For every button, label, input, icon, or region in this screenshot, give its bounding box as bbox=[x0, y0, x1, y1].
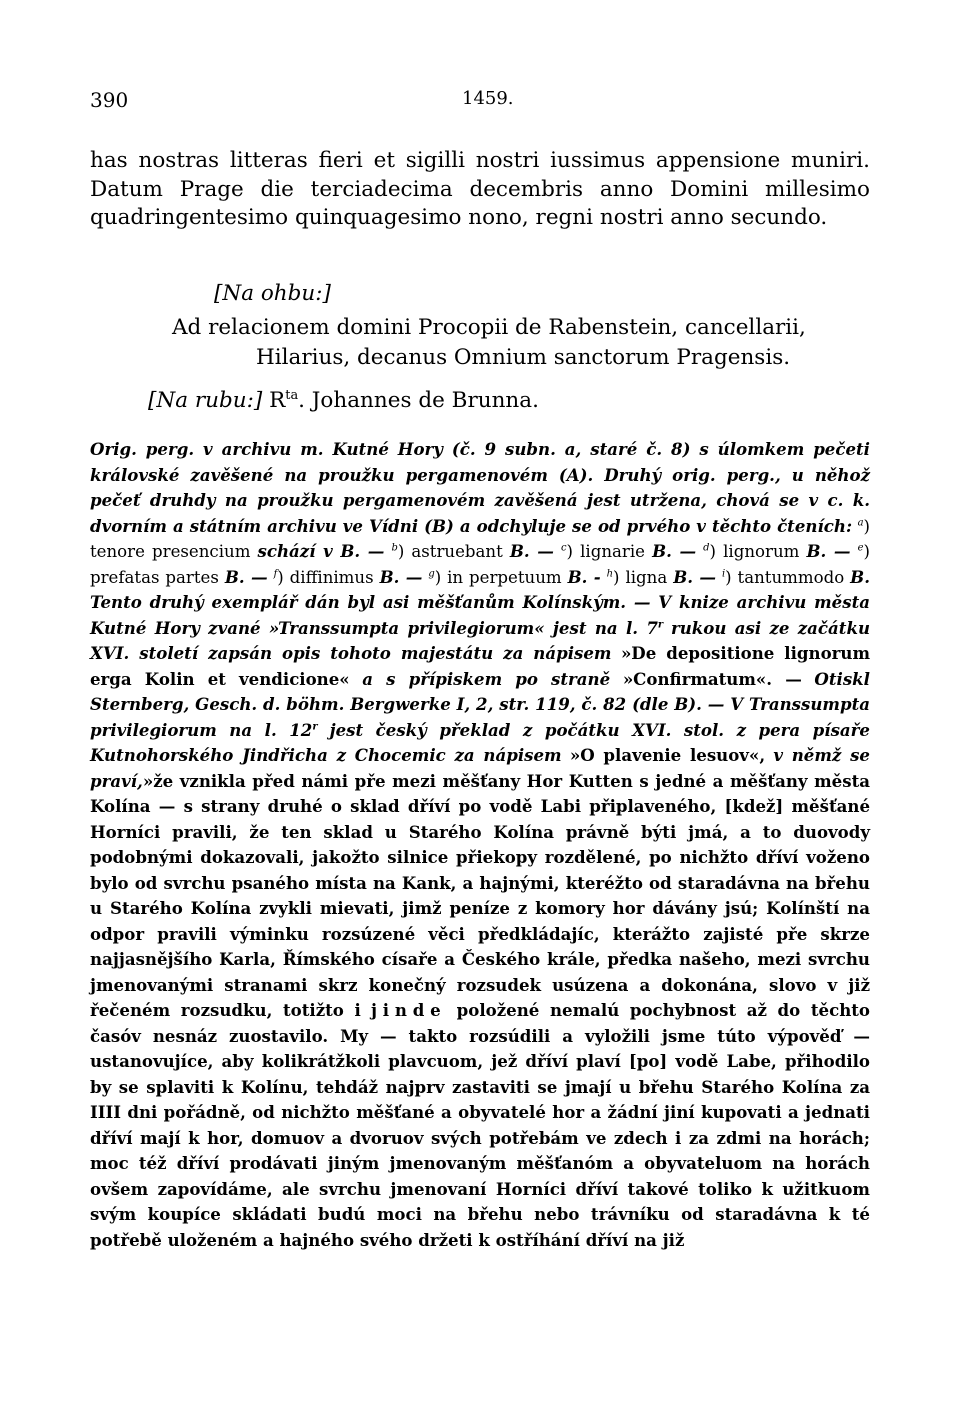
edition-reference: Otiskl Sternberg, Gesch. d. böhm. Bergwerke I, 2, str. 119, č. 82 (dle B). — V Transsumpta privilegiorum na l. 12 bbox=[90, 668, 870, 740]
variant-f-text: ) diffinimus bbox=[277, 567, 374, 587]
editorial-notes bbox=[90, 437, 870, 1253]
variant-e-mark: e bbox=[857, 542, 864, 554]
page-number: 390 bbox=[90, 88, 129, 112]
fold-note: [Na ohbu:] bbox=[214, 281, 331, 306]
variant-i-mark: i bbox=[721, 567, 726, 579]
variant-h-text: ) ligna bbox=[613, 567, 668, 587]
variant-a-mark: a bbox=[857, 516, 864, 528]
margin-note: a s přípiskem po straně bbox=[362, 668, 611, 689]
copy-note: rukou asi ze začátku XVI. století zapsán opis tohoto majestátu za nápisem bbox=[90, 617, 871, 663]
variant-c-mark: c bbox=[560, 542, 567, 554]
variant-f-note: B. — bbox=[379, 566, 423, 587]
czech-heading: »O plavenie lesuov«, bbox=[569, 745, 766, 765]
verso-note: [Na rubu:] bbox=[148, 388, 263, 413]
variant-e-text: ) prefatas partes bbox=[90, 542, 870, 587]
registration-mark: R bbox=[269, 388, 286, 413]
variant-h-note: B. — bbox=[673, 566, 717, 587]
variant-i-text: ) tantummodo bbox=[725, 567, 845, 587]
running-head bbox=[90, 88, 870, 114]
variant-c-text: ) lignarie bbox=[566, 542, 645, 561]
variant-a-note: schází v B. — bbox=[257, 541, 385, 561]
quote-intro: v němž se praví, bbox=[90, 745, 870, 791]
variant-e-note: B. — bbox=[224, 566, 268, 587]
variant-d-note: B. — bbox=[806, 541, 851, 561]
registration-sup: ta bbox=[285, 387, 299, 403]
variant-c-note: B. — bbox=[652, 541, 697, 561]
czech-translation: »že vznikla před námi pře mezi měšťany Hor Kutten s jedné a měšťany města Kolína — s strany druhé o sklad dříví po vodě Labi připlaveného, [kdež] měšťané Horníci pravili, že ten sklad u Starého Kolína právně býti jmá, a to duovody podobnými dokazovali, jakožto silnice přiekopy rozdělené, po nichžto dříví voženo bylo od svrchu psaného místa na Kank, a hajnými, kteréžto od staradávna na břehu u Starého Kolína zvykli mievati, jimž peníze z komory hor dávány jsú; Kolínští na odpor pravili výminku rozsúzené věci předkládajíc, kterážto zajisté pře skrze najjasnějšího Karla, Římského císaře a Českého krále, předka našeho, mezi svrchu jmenovanými stranami skrz konečný rozsudek usúzena a dokonána, slovo v již řečeném rozsudku, totižto i bbox=[90, 770, 870, 1020]
spaced-word: jinde bbox=[370, 1000, 447, 1020]
second-copy-note: Tento druhý exemplář dán byl asi měšťanům Kolínským. — V knize archivu města Kutné Hory zvané »Transsumpta privilegiorum« jest na l. 7 bbox=[90, 592, 870, 638]
variant-f-mark: f bbox=[273, 567, 278, 579]
variant-h-mark: h bbox=[606, 567, 614, 579]
variant-g-text: ) in perpetuum bbox=[434, 567, 562, 587]
source-description: Orig. perg. v archivu m. Kutné Hory (č. 9 subn. a, staré č. 8) s úlomkem pečeti královské zavěšené na proužku pergamenovém (A). Druhý orig. perg., u něhož pečeť druhdy na proužku pergamenovém zavěšená jest utržena, chová se v c. k. dvorním a státním archivu ve Vídni (B) a odchyluje se od prvého v těchto čteních: bbox=[90, 439, 870, 536]
variant-g-note: B. - bbox=[567, 566, 601, 587]
variant-d-mark: d bbox=[703, 542, 710, 554]
folio-recto-mark: r bbox=[657, 618, 664, 630]
confirmatum-note: »Confirmatum«. — bbox=[622, 668, 802, 689]
variant-a-text: ) tenore presencium bbox=[90, 516, 871, 561]
relation-line-2: Hilarius, decanus Omnium sanctorum Pragensis. bbox=[256, 345, 791, 370]
registrar-name: . Johannes de Brunna. bbox=[298, 388, 539, 413]
registration-line bbox=[148, 388, 539, 413]
relation-line-1: Ad relacionem domini Procopii de Rabenstein, cancellarii, bbox=[172, 315, 806, 340]
variant-b-text: ) astruebant bbox=[397, 542, 503, 561]
running-head-year: 1459. bbox=[462, 88, 514, 109]
latin-heading: »De depositione lignorum erga Kolin et vendicione« bbox=[90, 643, 871, 689]
variant-d-text: ) lignorum bbox=[709, 542, 800, 561]
folio-recto-mark-2: r bbox=[312, 720, 318, 732]
variant-b-mark: b bbox=[391, 542, 398, 554]
variant-g-mark: g bbox=[428, 567, 435, 579]
variant-b-note: B. — bbox=[509, 541, 554, 561]
variant-i-note: B. bbox=[850, 566, 870, 587]
opening-paragraph: has nostras litteras fieri et sigilli nostri iussimus appensione muniri. Datum Prage die terciadecima decembris anno Domini millesimo quadringentesimo quinquagesimo nono, regni nostri anno secundo. bbox=[90, 148, 870, 230]
translation-note: jest český překlad z počátku XVI. stol. z pera písaře Kutnohorského Jindřicha z Chocemic za nápisem bbox=[90, 719, 870, 765]
czech-translation-cont: položené nemalú pochybnost až do těchto časóv nesnáz zuostavilo. My — takto rozsúdili a vyložili jsme túto výpověď — ustanovujíce, aby kolikrátžkoli plavcuom, jež dříví plaví [po] vodě Labe, přihodilo by se splaviti k Kolínu, tehdáž najprv zastaviti se jmají u břehu Starého Kolína za IIII dni pořádně, od nichžto měšťané a obyvatelé hor a žádní jiní kupovati a jednati dříví mají k hor, domuov a dvoruov svých potřebám ve zdech i za zdmi na horách; moc též dříví prodávati jiným jmenovaným měšťanóm a obyvateluom na horách ovšem zapovídáme, ale svrchu jmenovaní Horníci dříví takové toliko k užitkuom svým koupíce skládati budú moci na břehu nebo trávníku od staradávna k té potřebě uloženém a hajného svého držeti k ostříhání dříví na již bbox=[90, 1000, 870, 1250]
